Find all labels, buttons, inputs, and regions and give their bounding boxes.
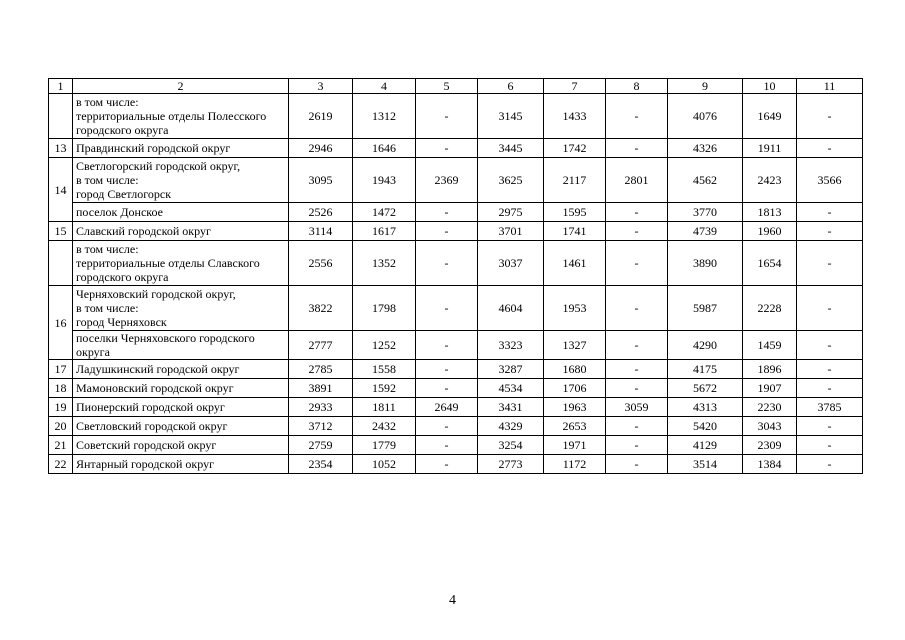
value-cell-col-8: -	[606, 222, 668, 241]
territory-name: Славский городской округ	[73, 222, 289, 241]
value-cell-col-5: -	[416, 203, 478, 222]
value-cell-col-6: 4604	[478, 286, 544, 331]
value-cell-col-4: 1558	[353, 360, 416, 379]
value-cell-col-4: 1312	[353, 94, 416, 139]
value-cell-col-6: 3254	[478, 436, 544, 455]
value-cell-col-8: -	[606, 455, 668, 474]
table-row	[49, 241, 863, 286]
value-cell-col-9: 4076	[668, 94, 743, 139]
value-cell-col-10: 2230	[743, 398, 797, 417]
value-cell-col-4: 2432	[353, 417, 416, 436]
value-cell-col-3: 2619	[289, 94, 353, 139]
page-number: 4	[449, 593, 456, 608]
value-cell-col-6: 3287	[478, 360, 544, 379]
territory-name: в том числе: территориальные отделы Полесского городского округа	[73, 94, 289, 139]
value-cell-col-8: -	[606, 286, 668, 331]
value-cell-col-4: 1052	[353, 455, 416, 474]
col-header-1: 1	[49, 79, 73, 94]
value-cell-col-5: -	[416, 94, 478, 139]
value-cell-col-8: 2801	[606, 158, 668, 203]
value-cell-col-7: 2653	[544, 417, 606, 436]
value-cell-col-4: 1646	[353, 139, 416, 158]
row-number	[49, 94, 73, 139]
value-cell-col-4: 1798	[353, 286, 416, 331]
territory-name: в том числе: территориальные отделы Славского городского округа	[73, 241, 289, 286]
value-cell-col-10: 1459	[743, 331, 797, 360]
value-cell-col-3: 2785	[289, 360, 353, 379]
row-number: 17	[49, 360, 73, 379]
value-cell-col-5: -	[416, 286, 478, 331]
value-cell-col-3: 3891	[289, 379, 353, 398]
value-cell-col-9: 3890	[668, 241, 743, 286]
territory-name: поселки Черняховского городского округа	[73, 331, 289, 360]
value-cell-col-10: 1907	[743, 379, 797, 398]
value-cell-col-11: 3566	[797, 158, 863, 203]
value-cell-col-3: 2526	[289, 203, 353, 222]
col-header-7: 7	[544, 79, 606, 94]
value-cell-col-5: -	[416, 417, 478, 436]
territory-name: Ладушкинский городской округ	[73, 360, 289, 379]
row-number: 22	[49, 455, 73, 474]
value-cell-col-5: -	[416, 222, 478, 241]
value-cell-col-3: 2556	[289, 241, 353, 286]
table-row	[49, 94, 863, 139]
table-row	[49, 379, 863, 398]
col-header-9: 9	[668, 79, 743, 94]
value-cell-col-8: -	[606, 139, 668, 158]
table-row	[49, 331, 863, 360]
value-cell-col-4: 1252	[353, 331, 416, 360]
territory-name: Янтарный городской округ	[73, 455, 289, 474]
value-cell-col-7: 1706	[544, 379, 606, 398]
value-cell-col-6: 3323	[478, 331, 544, 360]
value-cell-col-9: 4290	[668, 331, 743, 360]
value-cell-col-8: -	[606, 436, 668, 455]
territory-name: Советский городской округ	[73, 436, 289, 455]
table-row	[49, 455, 863, 474]
value-cell-col-6: 3701	[478, 222, 544, 241]
value-cell-col-8: -	[606, 241, 668, 286]
value-cell-col-6: 3145	[478, 94, 544, 139]
value-cell-col-9: 5420	[668, 417, 743, 436]
value-cell-col-3: 3712	[289, 417, 353, 436]
value-cell-col-11: -	[797, 241, 863, 286]
value-cell-col-9: 4739	[668, 222, 743, 241]
value-cell-col-11: -	[797, 455, 863, 474]
value-cell-col-7: 1433	[544, 94, 606, 139]
row-number	[49, 241, 73, 286]
value-cell-col-11: -	[797, 436, 863, 455]
value-cell-col-7: 1742	[544, 139, 606, 158]
table-row	[49, 158, 863, 203]
value-cell-col-7: 1461	[544, 241, 606, 286]
value-cell-col-6: 2773	[478, 455, 544, 474]
value-cell-col-4: 1352	[353, 241, 416, 286]
value-cell-col-5: -	[416, 360, 478, 379]
row-number: 21	[49, 436, 73, 455]
value-cell-col-8: 3059	[606, 398, 668, 417]
value-cell-col-9: 4129	[668, 436, 743, 455]
value-cell-col-4: 1617	[353, 222, 416, 241]
value-cell-col-3: 3095	[289, 158, 353, 203]
value-cell-col-9: 3514	[668, 455, 743, 474]
value-cell-col-3: 3822	[289, 286, 353, 331]
value-cell-col-9: 4175	[668, 360, 743, 379]
value-cell-col-6: 4534	[478, 379, 544, 398]
data-table	[48, 78, 863, 474]
value-cell-col-10: 1384	[743, 455, 797, 474]
col-header-10: 10	[743, 79, 797, 94]
value-cell-col-10: 2228	[743, 286, 797, 331]
table-row	[49, 417, 863, 436]
value-cell-col-11: -	[797, 417, 863, 436]
value-cell-col-7: 1971	[544, 436, 606, 455]
col-header-4: 4	[353, 79, 416, 94]
value-cell-col-6: 3037	[478, 241, 544, 286]
row-number: 13	[49, 139, 73, 158]
value-cell-col-6: 3625	[478, 158, 544, 203]
value-cell-col-7: 1680	[544, 360, 606, 379]
value-cell-col-3: 2933	[289, 398, 353, 417]
value-cell-col-8: -	[606, 379, 668, 398]
value-cell-col-9: 4562	[668, 158, 743, 203]
col-header-5: 5	[416, 79, 478, 94]
value-cell-col-5: -	[416, 455, 478, 474]
value-cell-col-9: 3770	[668, 203, 743, 222]
value-cell-col-6: 3431	[478, 398, 544, 417]
value-cell-col-6: 3445	[478, 139, 544, 158]
value-cell-col-10: 1960	[743, 222, 797, 241]
value-cell-col-11: -	[797, 286, 863, 331]
col-header-6: 6	[478, 79, 544, 94]
value-cell-col-10: 2309	[743, 436, 797, 455]
value-cell-col-4: 1592	[353, 379, 416, 398]
table-row	[49, 360, 863, 379]
value-cell-col-8: -	[606, 360, 668, 379]
row-number: 14	[49, 158, 73, 222]
territory-name: Черняховский городской округ, в том числе: город Черняховск	[73, 286, 289, 331]
value-cell-col-10: 2423	[743, 158, 797, 203]
value-cell-col-9: 4326	[668, 139, 743, 158]
value-cell-col-7: 1172	[544, 455, 606, 474]
territory-name: поселок Донское	[73, 203, 289, 222]
table-row	[49, 398, 863, 417]
value-cell-col-11: -	[797, 94, 863, 139]
value-cell-col-4: 1811	[353, 398, 416, 417]
territory-name: Пионерский городской округ	[73, 398, 289, 417]
territory-name: Светловский городской округ	[73, 417, 289, 436]
value-cell-col-10: 1649	[743, 94, 797, 139]
table-row	[49, 139, 863, 158]
value-cell-col-3: 2759	[289, 436, 353, 455]
value-cell-col-7: 1595	[544, 203, 606, 222]
value-cell-col-5: 2649	[416, 398, 478, 417]
value-cell-col-8: -	[606, 331, 668, 360]
col-header-8: 8	[606, 79, 668, 94]
value-cell-col-9: 4313	[668, 398, 743, 417]
row-number: 20	[49, 417, 73, 436]
row-number: 16	[49, 286, 73, 360]
value-cell-col-5: -	[416, 241, 478, 286]
value-cell-col-5: -	[416, 379, 478, 398]
territory-name: Мамоновский городской округ	[73, 379, 289, 398]
value-cell-col-10: 1896	[743, 360, 797, 379]
header-row	[49, 79, 863, 94]
row-number: 19	[49, 398, 73, 417]
value-cell-col-11: -	[797, 379, 863, 398]
value-cell-col-11: -	[797, 360, 863, 379]
value-cell-col-6: 4329	[478, 417, 544, 436]
territory-name: Светлогорский городской округ, в том числе: город Светлогорск	[73, 158, 289, 203]
value-cell-col-10: 3043	[743, 417, 797, 436]
table-row	[49, 203, 863, 222]
row-number: 18	[49, 379, 73, 398]
value-cell-col-9: 5672	[668, 379, 743, 398]
value-cell-col-7: 1327	[544, 331, 606, 360]
value-cell-col-7: 1741	[544, 222, 606, 241]
value-cell-col-3: 2354	[289, 455, 353, 474]
table-row	[49, 436, 863, 455]
value-cell-col-8: -	[606, 203, 668, 222]
value-cell-col-11: -	[797, 222, 863, 241]
value-cell-col-10: 1813	[743, 203, 797, 222]
value-cell-col-5: 2369	[416, 158, 478, 203]
value-cell-col-8: -	[606, 417, 668, 436]
value-cell-col-9: 5987	[668, 286, 743, 331]
value-cell-col-3: 3114	[289, 222, 353, 241]
row-number: 15	[49, 222, 73, 241]
territory-name: Правдинский городской округ	[73, 139, 289, 158]
table-row	[49, 286, 863, 331]
value-cell-col-11: 3785	[797, 398, 863, 417]
value-cell-col-4: 1472	[353, 203, 416, 222]
value-cell-col-7: 1963	[544, 398, 606, 417]
col-header-2: 2	[73, 79, 289, 94]
value-cell-col-3: 2777	[289, 331, 353, 360]
col-header-11: 11	[797, 79, 863, 94]
value-cell-col-11: -	[797, 331, 863, 360]
col-header-3: 3	[289, 79, 353, 94]
value-cell-col-5: -	[416, 436, 478, 455]
value-cell-col-10: 1911	[743, 139, 797, 158]
value-cell-col-11: -	[797, 203, 863, 222]
value-cell-col-4: 1943	[353, 158, 416, 203]
value-cell-col-10: 1654	[743, 241, 797, 286]
value-cell-col-7: 1953	[544, 286, 606, 331]
value-cell-col-11: -	[797, 139, 863, 158]
table-row	[49, 222, 863, 241]
value-cell-col-8: -	[606, 94, 668, 139]
value-cell-col-3: 2946	[289, 139, 353, 158]
value-cell-col-6: 2975	[478, 203, 544, 222]
value-cell-col-7: 2117	[544, 158, 606, 203]
value-cell-col-4: 1779	[353, 436, 416, 455]
value-cell-col-5: -	[416, 139, 478, 158]
value-cell-col-5: -	[416, 331, 478, 360]
